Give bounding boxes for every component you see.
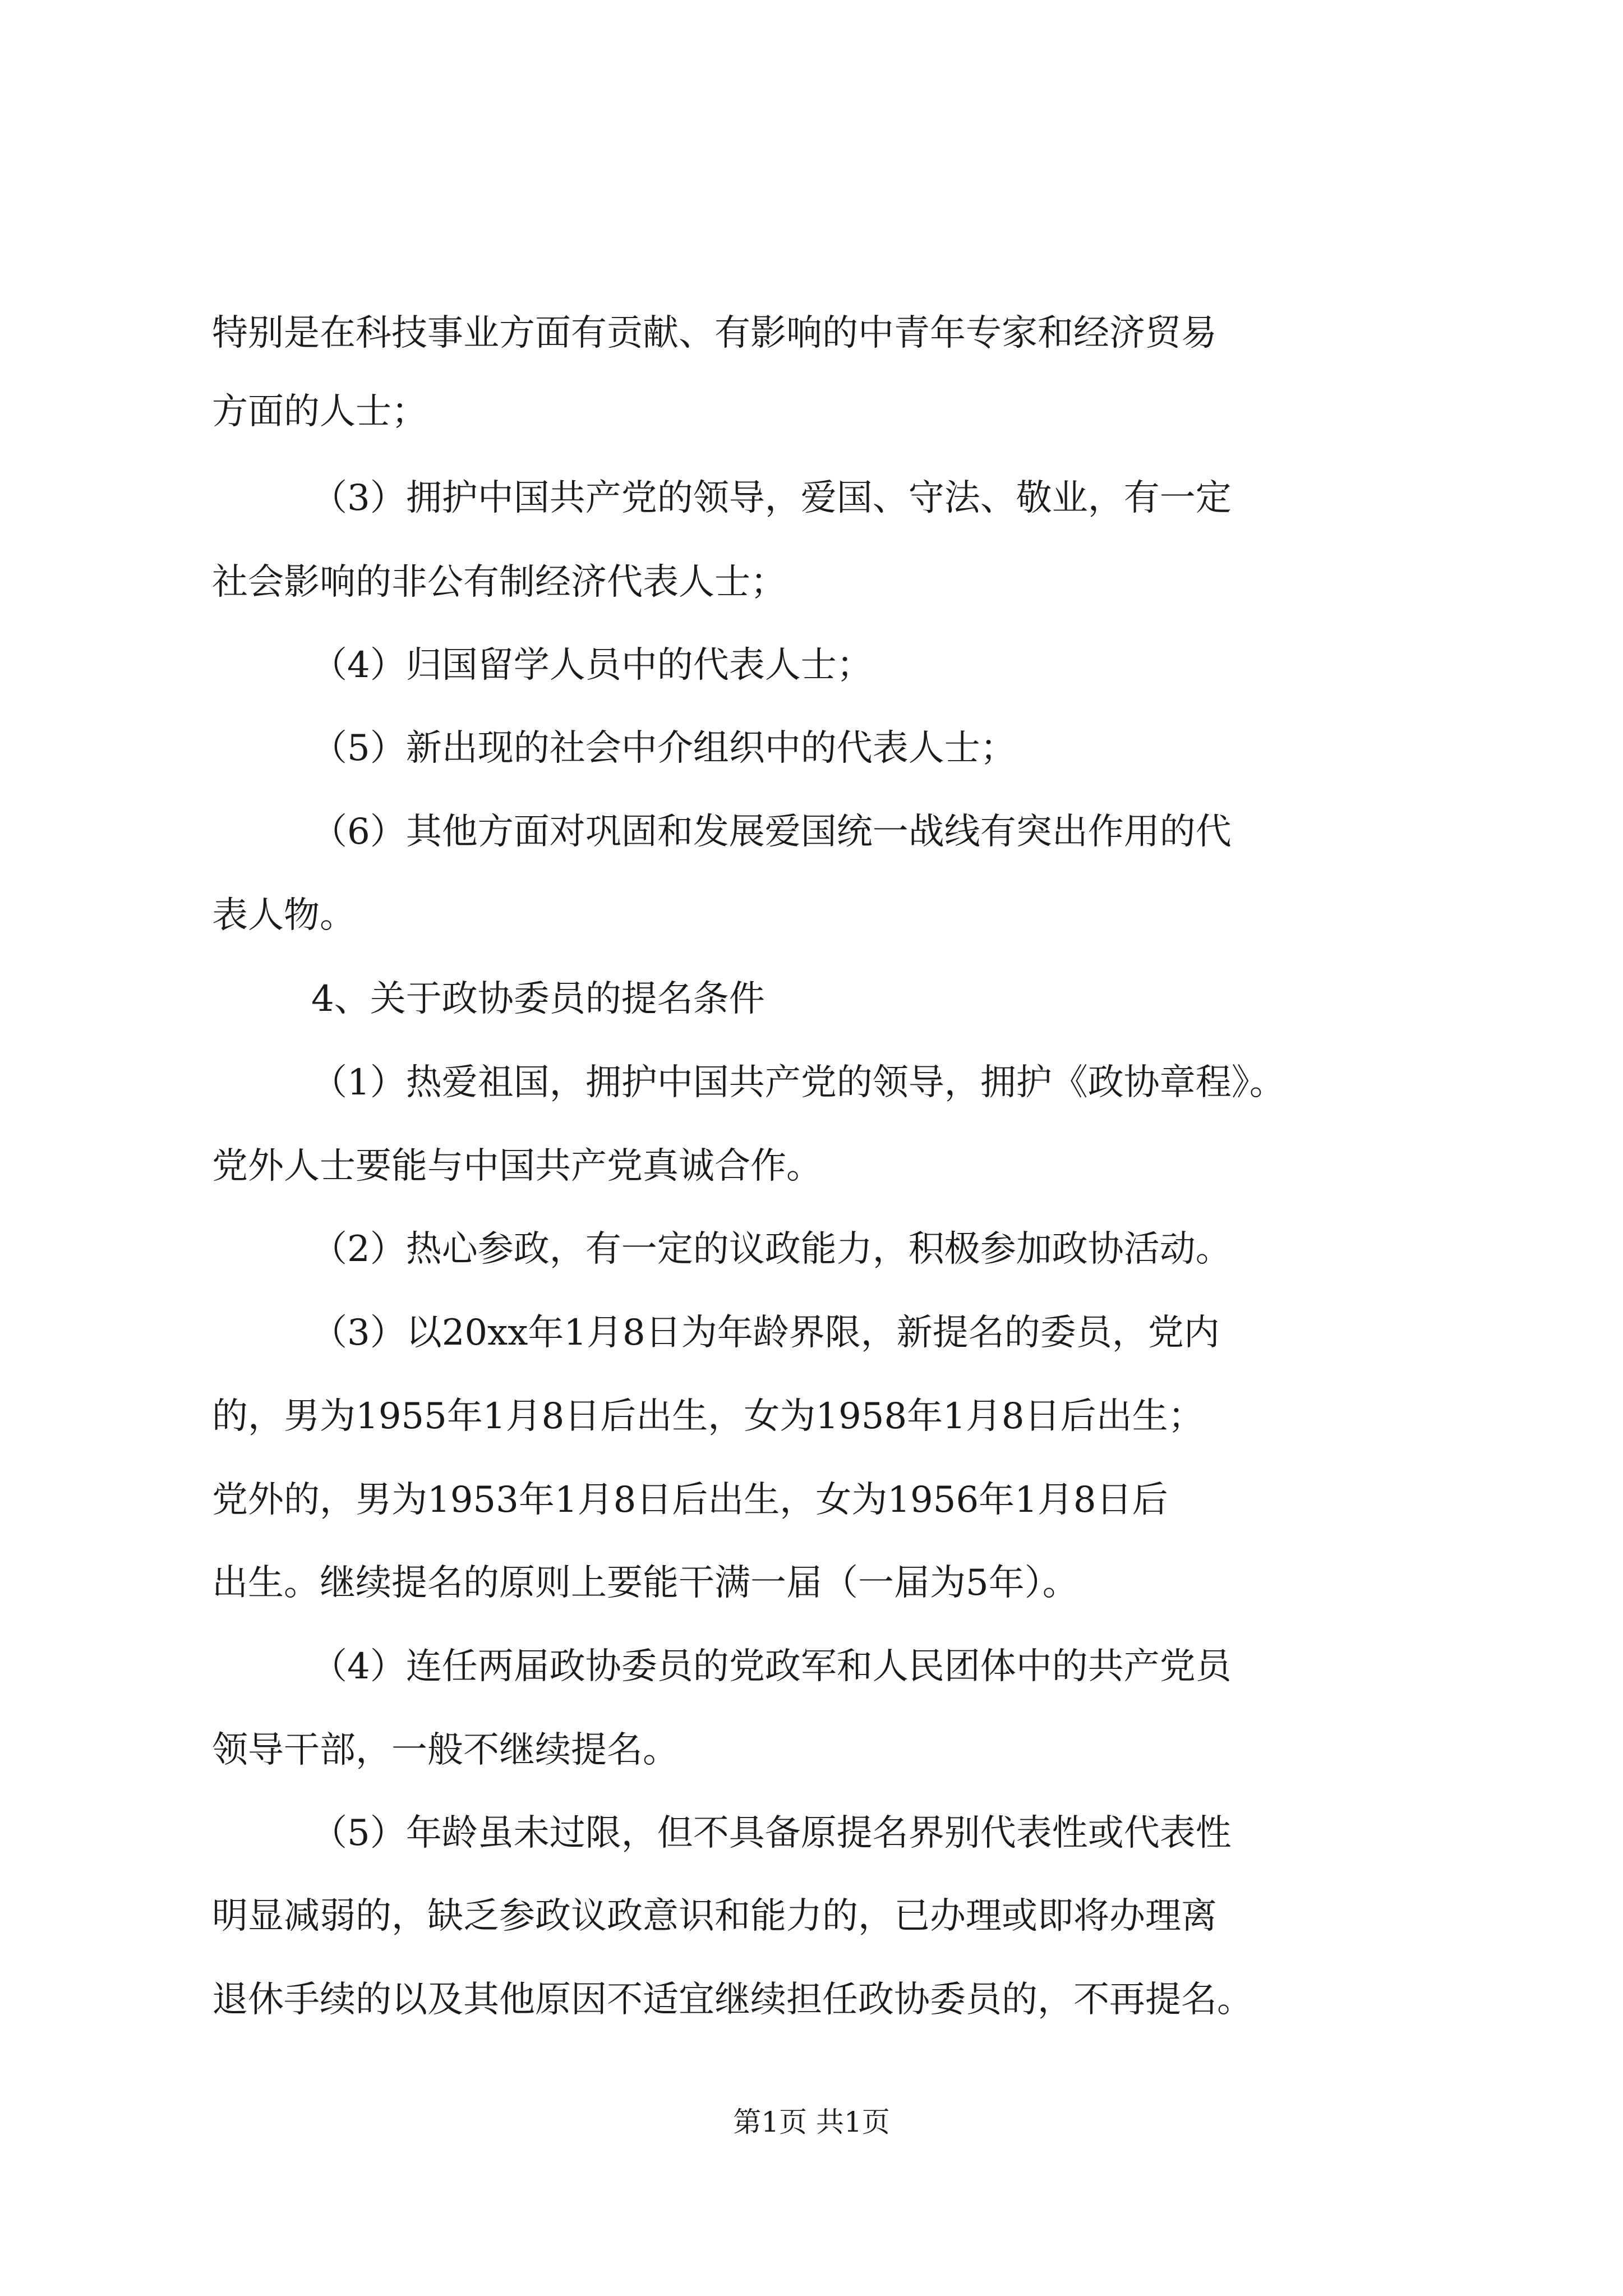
text-line: 党外人士要能与中国共产党真诚合作。	[212, 1145, 822, 1187]
text-line: （1）热爱祖国，拥护中国共产党的领导，拥护《政协章程》。	[311, 1062, 1285, 1103]
text-line: 出生。继续提名的原则上要能干满一届（一届为5年）。	[212, 1562, 1078, 1604]
text-line: 的，男为1955年1月8日后出生，女为1958年1月8日后出生；	[212, 1396, 1204, 1437]
text-line: 退休手续的以及其他原因不适宜继续担任政协委员的，不再提名。	[212, 1979, 1253, 2021]
text-line: （4）连任两届政协委员的党政军和人民团体中的共产党员	[311, 1646, 1232, 1687]
text-line: 特别是在科技事业方面有贡献、有影响的中青年专家和经济贸易	[212, 312, 1217, 354]
text-line: 党外的，男为1953年1月8日后出生，女为1956年1月8日后	[212, 1479, 1168, 1521]
text-line: 方面的人士；	[212, 391, 427, 432]
text-line: 领导干部，一般不继续提名。	[212, 1729, 679, 1771]
text-line: 明显减弱的，缺乏参政议政意识和能力的，已办理或即将办理离	[212, 1895, 1217, 1937]
text-line: 表人物。	[212, 895, 356, 936]
page-footer: 第1页 共1页	[733, 2106, 890, 2138]
text-line: 社会影响的非公有制经济代表人士；	[212, 562, 786, 603]
text-line: （2）热心参政，有一定的议政能力，积极参加政协活动。	[311, 1228, 1232, 1270]
text-line: （5）新出现的社会中介组织中的代表人士；	[311, 728, 1016, 769]
text-line: （4）归国留学人员中的代表人士；	[311, 645, 873, 686]
text-line: （5）年龄虽未过限，但不具备原提名界别代表性或代表性	[311, 1812, 1232, 1854]
text-line: （3）拥护中国共产党的领导，爱国、守法、敬业，有一定	[311, 477, 1232, 519]
section-heading: 4、关于政协委员的提名条件	[311, 978, 765, 1020]
text-line: （3）以20xx年1月8日为年龄界限，新提名的委员，党内	[311, 1312, 1220, 1354]
text-line: （6）其他方面对巩固和发展爱国统一战线有突出作用的代	[311, 811, 1232, 853]
